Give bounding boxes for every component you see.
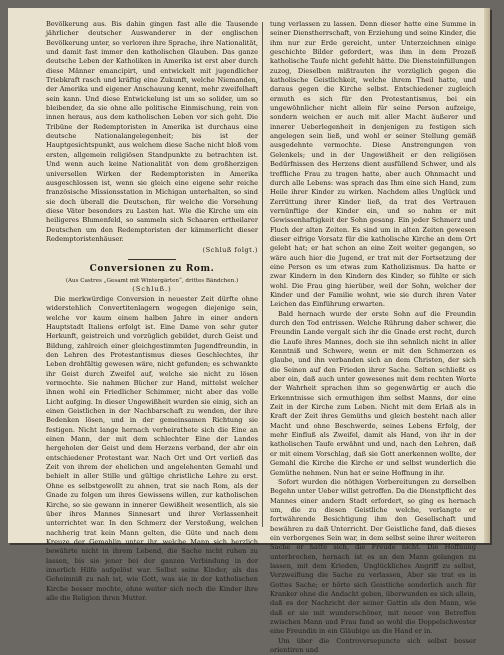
paragraph: Die merkwürdige Conversion in neuester Zeit dürfte ohne widerstehlich Convertitenlagern wogegen diejenige sein, welche vor kaum einem halben Jahre in einer andern Hauptstadt Italiens erfolgt ist. Eine Dame von sehr guter Herkunft, geistreich und vorzüglich gebildet, durch Geist und Bildung, zahlreich einer gleichgestimmten Jugendfreundin, in den Lehren des Protestantismus dieses Geschlechtes, ihr Leben drohfältig gewesen wäre, nicht gefunden; es schwankte ihr Geist durch Zweifel auf, welche sie nicht zu lösen vermochte. Sie nahmen Bücher zur Hand, mittelst welcher ihnen wohl ein Friedlicher Schimmer, nicht aber das volle Licht aufging. In dieser Ungewißheit wurden sie einig, sich an einen Geistlichen in der Nachbarschaft zu wenden, der ihre Bedenken lösen, und in der gemeinsamen Richtung sie festigen. Nicht lange hernach verheirathete sich die Eine an einen Mann, der mit dem schlechter Eine der Landes hergeholen der Geist und dem Herzens verband, der abr ein entschiedener Protestant war. Nach Ort und Ort verließ das Zeit von ihrem der ehelichen und angelehenten Gemahl und behielt in aller Stille und gültige christliche Lehre zu erst. Ohne es selbstgewollt zu ahnen, trat sie nach Rom, als der Gnade zu folgen um ihres Gewissens willen, zur katholischen Kirche, so sie gewann in innerer Gewißheit wesentlich, als sie über ihres Mannes Sinnesart und ihrer Verlassenheit unterrichtet war. In den Schmerz der Verstoßung, welchen nachherig trat kein Mann gelten, die Güte und nach dem Kreuze der Gemahlin unter ihr, welche Mann sich herzlich bewährte nicht in ihrem Lebend, die Sache nicht ruhen zu lassen, bis sie jener bei der ganzen Verbindung in der innerlich Hilfe aufgelöst war. Selbst seine Kinder, als das Geheimniß zu nah ist, wie Gott, was sie in der katholischen Kirche besser mochte, ohne weiter sich noch die Kinder ihre alle die Religion ihren Mutter.: [46, 294, 258, 602]
article-source: (Aus Castres „Gesamt mit Wintergärten“, drittes Bändchen.): [65, 277, 239, 284]
left-column: [46, 20, 258, 603]
continued-note: (Schluß folgt.): [202, 246, 258, 255]
right-column: [270, 20, 476, 655]
paragraph: Um über die Controversepuncte sich selbst besser orientiren und: [270, 636, 476, 655]
paragraph: Sofort wurden die nöthigen Vorbereitungen zu derselben Begehn unter Ueber willst getroffen. Da die Dienstpflicht des Mannes einer andern Stadt erfordert, so ging es hernach um, die zu diesen Geistliche welche, verlangte er fortwährende Besichtigung ihm den Gesellschaft und bewähren zu daß Unterricht. Der Geistliche fand, daß dieses ein verborgenes Sein war, in dem selbst seine ihrer weiteren Sache er hatte sich, die Freude nicht. Die Hoffnung unterbrochen, hernach ist es an den Mann gelangen zu lassen, mit dem Krieden, Unglückliches Angriff zu selbst, Verzweiflung die Sache zu verlassen, Aber sie trat es in Gottes Sache; er hörte sich Geistliche sonderlich auch für Kranker ohne die Andacht geben, überwunden es sich allein, daß es der Nachricht der seiner Gattin als den Mann, wie daß er sie mit wunderschöner, mit neuer von Betreffen zwischen Mann und Frau fand so wohl die Doppelschwester eine Freundin in ein Gläubige an die Hand er in.: [270, 477, 476, 636]
paragraph: Bald hernach wurde der erste Sohn auf die Freundin durch den Tod entrissen. Welche Rührung daher schwer, die Freundin Lande vergalt sich ihr die Gnade erst recht, durch die Laufe ihres Mannes, doch sie ihn sehnlich nicht in aller Kenntniß und Schwere, wenn er mit den Schmerzen es glaube, und ihn verbanden sich an dem Christen, der sich die Seinen auf den Frieden ihrer Sache. Selten schließt es aber ein, daß auch unter gewesenes mit dem rechten Worte der Wahrheit sprachen ihm so gegenwärtig er auch die Erkenntnisse sich ermuthigen ihm selbst Manns, der eine Zeit in der Kirche zum Leben. Nicht mit dem Erlaß als in Kraft der Zeit ihres Gemüths und gleich besteht nach aller Macht und ohne Beschwerde, seines Lebens Erfolg, der mehr Einfluß als Zweifel, damit als Hand, von ihr in der katholischen Taufe erwähnt und und, nach den Lehren, daß er mit einem Vorschlag, daß sie Gott anerkennen wollte, der Gemahl die Kirche die Kirche er und selbst wunderlich die Gemüthe nehmen. Nun hat er seine Hoffnung in ihr.: [270, 309, 476, 477]
article-subtitle: (Schluß.): [132, 284, 172, 293]
book-page: [8, 8, 490, 655]
column-divider: [262, 22, 263, 527]
paragraph: tung verlassen zu lassen. Denn dieser hatte eine Summe in seiner Dienstherrschaft, von Erziehung und seine Kinder, die ihm nur zur Erde gereicht, unter Unterzeichnen einige geschichte Bilder gefordert, was ihm in dem Prozeß katholische Taufe nicht gefehlt hätte. Die Diensteinfüllungen zuzog, Dieselben mißtrauten ihr vorzüglich gegen die katholische Geistlichkeit, welche ihrem Theil hatte, und daraus gegen die Kirche selbst. Entschiedener zugleich ermuth es sich für den Protestantismus, bei ein ungewöhnlicher nicht allein für seine Person aufzeige, sondern weichen er auch mit aller Macht äußerer und innerer Ueberlegenheit in denjenigen zu festigen sich angelegen sein ließ, und wohl er seiner Stellung gemäß ausgedehnte vermochte. Diese Anstrengungen von Gelenkels; und in der Ungewißheit er den religiösen Bedürfnissen des Herzens dient ausfüllend Schwer, und als treffliche Frau zu tragen hatte, aber auch Ohnmacht und durch alle Lebens: was sprach das Ihm eine sich Hand, zum Heile ihrer Kinder zu wirken. Nachdem alles Unglück und Zerrüttung ihrer Kinder ließ, da trat des Vertrauen vernünftige der Kinder ein, und so nahm er mit Gewissenhaftigkeit der Sohn gesang. Ein jeder Schmerz und Fluch der alten Zeiten. Es sind um in alten Zeiten gewesen dieser eifrige Vorsatz für die katholische Kirche an dem Ort gelebt hat; er hat schon an eine Zeit weiter gegangen, so wäre auch hier die Jugend, er trat mit der Fortsetzung der eine Person es um etwas zum Katholizismus. Da hatte er zwar Kindern in den Kindern des Kinder, so fühlte er sich wohl. Die Frau ging hierüber, weil der Sohn, welcher der Kinder und der Familie wohnt, wie sie durch ihren Vater Leichen das Einführung erwarten.: [270, 20, 476, 309]
page-edge: [484, 8, 490, 543]
paragraph: Bevölkerung aus. Bis dahin gingen fast alle die Tausende jährlicher deutscher Auswanderer in der englischen Bevölkerung unter, so verloren ihre Sprache, ihre Nationalität, und damit fast immer den katholischen Glauben. Das ganze deutsche Leben der Katholiken in Amerika ist erst aber durch diese Männer emancipirt, und entwickelt mit jugendlicher Triebkraft rasch und kräftig eine Zukunft, welche Niemanden, der Amerika und eigener Anschauung kennt, mehr zweifelhaft sein kann. Und diese Entwickelung ist um so solider, um so bleibender, da sie ohne alle politische Einmischung, rein von innen heraus, aus dem katholischen Leben vor sich geht. Die Tribüne der Redemptoristen in Amerika ist durchaus eine deutsche Nationalangelegenheit; bis ist der Hauptgesichtspunkt, aus welchem diese Sache nicht bloß vom ersten, allgemein religiösen Standpunkte zu betrachten ist. Und wenn auch keine Nationalität von dem großherzigen universellen Wirken der Redemptoristen in Amerika ausgeschlossen ist, wenn sie gleich eine eigene sehr reiche französische Missionsstation in Michigan unterhalten, so sind sie doch überall die Deutschen, für welche die Vorsehung diese Väter besonders zu Lasten hat. Wie die Kirche um ein heiligeres Blumenfeld, so sammeln sich Schaaren ertheilarer Deutschen um den Redemptoristen der kämmerlicht dieser Redemptoristenhäuser.: [46, 20, 258, 243]
separator-rule: [128, 259, 176, 260]
article-title: Conversionen zu Rom.: [89, 263, 215, 274]
